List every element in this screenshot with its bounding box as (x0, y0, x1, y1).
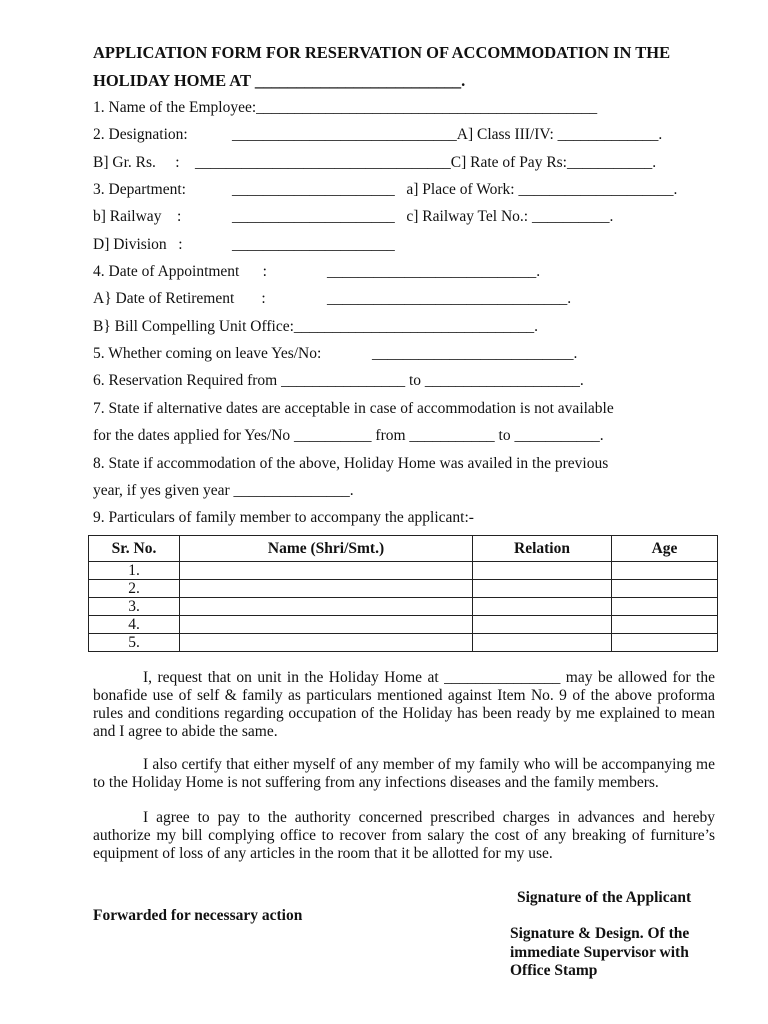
row-age-cell[interactable] (612, 562, 718, 580)
row-sr-no: 3. (89, 598, 180, 616)
leave-field: __________________________. (372, 345, 578, 362)
railway-tel-field: _____________________ c] Railway Tel No.: __________. (232, 208, 614, 225)
previous-availed-question: 8. State if accommodation of the above, Holiday Home was availed in the previous (93, 455, 609, 472)
header-name: Name (Shri/Smt.) (180, 536, 473, 562)
designation-class-field: _____________________________A] Class III/IV: _____________. (232, 126, 663, 143)
form-title-line-1: APPLICATION FORM FOR RESERVATION OF ACCOMMODATION IN THE (93, 43, 671, 62)
header-relation: Relation (473, 536, 612, 562)
row-name-cell[interactable] (180, 580, 473, 598)
row-relation-cell[interactable] (473, 616, 612, 634)
designation-label: 2. Designation: (93, 126, 188, 143)
table-row (89, 598, 718, 616)
grade-rate-of-pay-field: _________________________________C] Rate of Pay Rs:___________. (195, 154, 657, 171)
grade-label: B] Gr. Rs. : (93, 154, 180, 171)
family-members-table (88, 535, 718, 652)
table-header-row (89, 536, 718, 562)
row-age-cell[interactable] (612, 580, 718, 598)
date-of-appointment-field: ___________________________. (327, 263, 541, 280)
row-relation-cell[interactable] (473, 580, 612, 598)
row-sr-no: 2. (89, 580, 180, 598)
row-age-cell[interactable] (612, 598, 718, 616)
row-name-cell[interactable] (180, 598, 473, 616)
row-relation-cell[interactable] (473, 634, 612, 652)
forwarded-label: Forwarded for necessary action (93, 907, 303, 924)
leave-label: 5. Whether coming on leave Yes/No: (93, 345, 322, 362)
date-of-retirement-field: _______________________________. (327, 290, 572, 307)
employee-name-field: 1. Name of the Employee:____________________________________________ (93, 99, 598, 116)
department-place-of-work-field: _____________________ a] Place of Work: ____________________. (232, 181, 678, 198)
row-age-cell[interactable] (612, 616, 718, 634)
request-paragraph-text: I, request that on unit in the Holiday Home at _______________ may be allowed for the bonafide use of self & family as particulars mentioned against Item No. 9 of the above proforma rules and conditions regarding occupation of the Holiday has been ready by me explained to mean and I agree to abide the same. (93, 669, 715, 740)
table-row (89, 562, 718, 580)
row-sr-no: 5. (89, 634, 180, 652)
bill-unit-office-field: B} Bill Compelling Unit Office:_______________________________. (93, 318, 539, 335)
division-field: _____________________ (232, 236, 395, 253)
table-row (89, 580, 718, 598)
supervisor-signature-line-3: Office Stamp (510, 962, 598, 979)
date-of-appointment-label: 4. Date of Appointment : (93, 263, 267, 280)
reservation-dates-field: 6. Reservation Required from ________________ to ____________________. (93, 372, 584, 389)
row-name-cell[interactable] (180, 634, 473, 652)
supervisor-signature-line-2: immediate Supervisor with (510, 944, 689, 961)
row-relation-cell[interactable] (473, 562, 612, 580)
header-age: Age (612, 536, 718, 562)
row-sr-no: 4. (89, 616, 180, 634)
department-label: 3. Department: (93, 181, 186, 198)
certify-paragraph-text: I also certify that either myself of any member of my family who will be accompanying me to the Holiday Home is not suffering from any infections diseases and the family members. (93, 756, 715, 791)
table-row (89, 634, 718, 652)
row-age-cell[interactable] (612, 634, 718, 652)
row-sr-no: 1. (89, 562, 180, 580)
alternative-dates-field: for the dates applied for Yes/No __________ from ___________ to ___________. (93, 427, 604, 444)
form-title-line-2: HOLIDAY HOME AT _________________________. (93, 71, 466, 90)
division-label: D] Division : (93, 236, 183, 253)
supervisor-signature-line-1: Signature & Design. Of the (510, 925, 690, 942)
railway-label: b] Railway : (93, 208, 182, 225)
alternative-dates-question: 7. State if alternative dates are acceptable in case of accommodation is not available (93, 400, 614, 417)
agreement-paragraph (93, 809, 715, 863)
header-sr-no: Sr. No. (89, 536, 180, 562)
date-of-retirement-label: A} Date of Retirement : (93, 290, 266, 307)
request-paragraph (93, 669, 715, 741)
row-name-cell[interactable] (180, 562, 473, 580)
row-name-cell[interactable] (180, 616, 473, 634)
table-row (89, 616, 718, 634)
agreement-paragraph-text: I agree to pay to the authority concerned prescribed charges in advances and hereby authorize my bill complying office to recover from salary the cost of any breaking of furniture’s equipment of loss of any articles in the room that it be allotted for my use. (93, 809, 715, 862)
previous-year-field: year, if yes given year _______________. (93, 482, 354, 499)
applicant-signature-label: Signature of the Applicant (517, 889, 692, 906)
row-relation-cell[interactable] (473, 598, 612, 616)
certify-paragraph (93, 756, 715, 792)
family-members-table-wrap (88, 535, 718, 652)
family-particulars-heading: 9. Particulars of family member to accompany the applicant:- (93, 509, 474, 526)
